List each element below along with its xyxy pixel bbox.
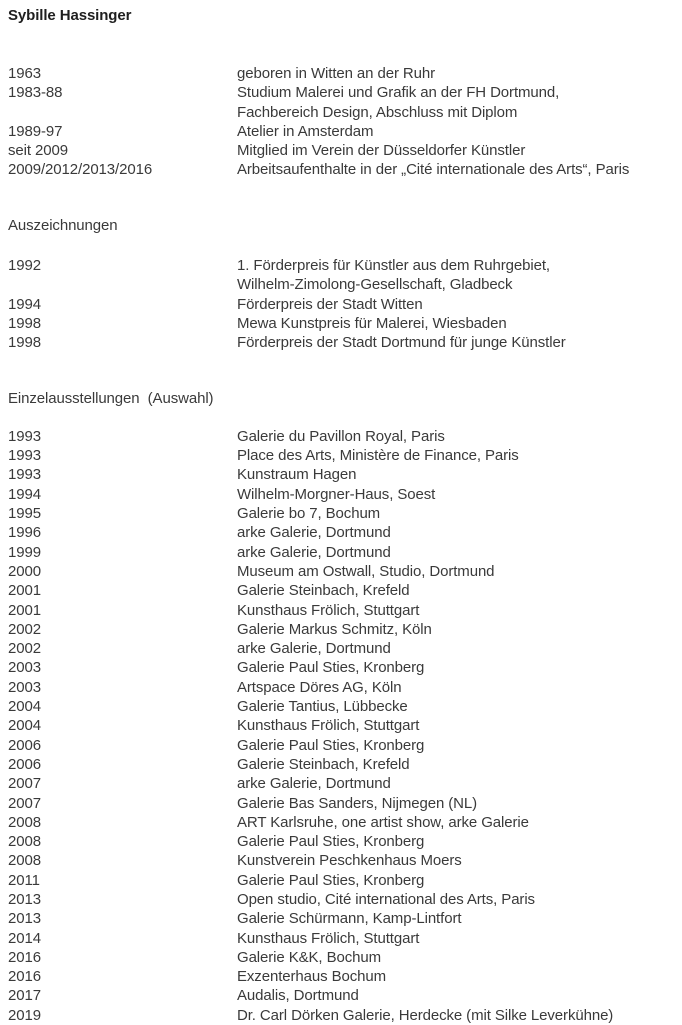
entry-text: Kunstverein Peschkenhaus Moers xyxy=(237,852,462,870)
entry-year: 2007 xyxy=(8,775,41,793)
entry-row xyxy=(8,736,674,755)
entry-year: 2000 xyxy=(8,562,41,580)
entry-text: Museum am Ostwall, Studio, Dortmund xyxy=(237,562,495,580)
entry-row xyxy=(8,620,674,639)
entry-text: Galerie bo 7, Bochum xyxy=(237,505,381,523)
entry-row xyxy=(8,581,674,600)
entry-text: ART Karlsruhe, one artist show, arke Galerie xyxy=(237,813,529,831)
entry-year: 2004 xyxy=(8,698,41,716)
entry-row xyxy=(8,948,674,967)
entry-year: 2008 xyxy=(8,833,41,851)
entry-text: Galerie Tantius, Lübbecke xyxy=(237,698,408,716)
section-title-solo-exhibitions: Einzelausstellungen (Auswahl) xyxy=(8,389,214,407)
entry-year: 1999 xyxy=(8,543,41,561)
entry-year: 1993 xyxy=(8,427,41,445)
entry-row xyxy=(8,967,674,986)
awards-list xyxy=(8,256,674,352)
entry-text: Atelier in Amsterdam xyxy=(237,122,374,140)
entry-text: Galerie K&K, Bochum xyxy=(237,948,381,966)
section-title-awards: Auszeichnungen xyxy=(8,216,118,234)
entry-text: Mewa Kunstpreis für Malerei, Wiesbaden xyxy=(237,314,507,332)
entry-row xyxy=(8,832,674,851)
entry-text: Studium Malerei und Grafik an der FH Dortmund, Fachbereich Design, Abschluss mit Diplom xyxy=(237,84,560,121)
entry-year: 2006 xyxy=(8,736,41,754)
entry-year: 2008 xyxy=(8,852,41,870)
entry-text: Galerie Paul Sties, Kronberg xyxy=(237,736,425,754)
entry-row xyxy=(8,794,674,813)
entry-year: seit 2009 xyxy=(8,142,68,160)
entry-year: 1963 xyxy=(8,65,41,82)
entry-row xyxy=(8,523,674,542)
biography-list xyxy=(8,64,674,180)
entry-text: Mitglied im Verein der Düsseldorfer Künstler xyxy=(237,142,526,160)
entry-text: Audalis, Dortmund xyxy=(237,987,359,1005)
entry-text: Kunsthaus Frölich, Stuttgart xyxy=(237,717,420,735)
entry-text: Galerie Markus Schmitz, Köln xyxy=(237,620,432,638)
entry-year: 1989-97 xyxy=(8,122,63,140)
entry-row xyxy=(8,160,674,179)
entry-row xyxy=(8,986,674,1005)
entry-row xyxy=(8,774,674,793)
entry-row xyxy=(8,562,674,581)
entry-text: Galerie Paul Sties, Kronberg xyxy=(237,871,425,889)
entry-text: Galerie du Pavillon Royal, Paris xyxy=(237,427,445,445)
entry-text: Dr. Carl Dörken Galerie, Herdecke (mit Silke Leverkühne) xyxy=(237,1006,614,1024)
entry-row xyxy=(8,697,674,716)
entry-row xyxy=(8,639,674,658)
entry-row xyxy=(8,755,674,774)
entry-year: 2009/2012/2013/2016 xyxy=(8,161,153,179)
entry-row xyxy=(8,122,674,141)
entry-text: Kunstraum Hagen xyxy=(237,466,357,484)
entry-row xyxy=(8,658,674,677)
entry-row xyxy=(8,890,674,909)
entry-text: Place des Arts, Ministère de Finance, Paris xyxy=(237,447,519,465)
solo-exhibitions-list xyxy=(8,427,674,1025)
entry-text: Galerie Schürmann, Kamp-Lintfort xyxy=(237,910,462,928)
entry-year: 2004 xyxy=(8,717,41,735)
entry-row xyxy=(8,446,674,465)
entry-year: 1992 xyxy=(8,257,41,275)
entry-row xyxy=(8,929,674,948)
entry-row xyxy=(8,141,674,160)
entry-year: 1996 xyxy=(8,524,41,542)
entry-text: Galerie Paul Sties, Kronberg xyxy=(237,833,425,851)
entry-text: Arbeitsaufenthalte in der „Cité internationale des Arts“, Paris xyxy=(237,161,630,179)
entry-row xyxy=(8,716,674,735)
entry-text: Open studio, Cité international des Arts, Paris xyxy=(237,890,535,908)
entry-row xyxy=(8,64,674,83)
entry-year: 2011 xyxy=(8,871,40,889)
entry-text: Artspace Döres AG, Köln xyxy=(237,678,402,696)
entry-text: Galerie Bas Sanders, Nijmegen (NL) xyxy=(237,794,478,812)
entry-text: Wilhelm-Morgner-Haus, Soest xyxy=(237,485,436,503)
entry-year: 2007 xyxy=(8,794,41,812)
entry-row xyxy=(8,256,674,295)
entry-row xyxy=(8,813,674,832)
entry-text: Förderpreis der Stadt Dortmund für junge Künstler xyxy=(237,334,566,352)
entry-row xyxy=(8,427,674,446)
entry-year: 2001 xyxy=(8,582,41,600)
entry-row xyxy=(8,333,674,352)
entry-row xyxy=(8,909,674,928)
entry-year: 1994 xyxy=(8,485,41,503)
entry-row xyxy=(8,678,674,697)
entry-row xyxy=(8,543,674,562)
entry-text: Kunsthaus Frölich, Stuttgart xyxy=(237,929,420,947)
entry-row xyxy=(8,83,674,122)
entry-year: 2014 xyxy=(8,929,41,947)
entry-row xyxy=(8,871,674,890)
entry-text: Galerie Steinbach, Krefeld xyxy=(237,582,410,600)
entry-text: arke Galerie, Dortmund xyxy=(237,543,391,561)
entry-row xyxy=(8,485,674,504)
page-title: Sybille Hassinger xyxy=(8,7,132,24)
entry-year: 1998 xyxy=(8,334,41,352)
entry-year: 2001 xyxy=(8,601,41,619)
entry-row xyxy=(8,295,674,314)
entry-year: 1983-88 xyxy=(8,84,63,102)
entry-year: 1993 xyxy=(8,466,41,484)
entry-row xyxy=(8,851,674,870)
entry-year: 2013 xyxy=(8,910,41,928)
entry-year: 2019 xyxy=(8,1006,41,1024)
entry-year: 2002 xyxy=(8,640,41,658)
entry-year: 2006 xyxy=(8,755,41,773)
entry-text: Exzenterhaus Bochum xyxy=(237,968,387,986)
entry-year: 2002 xyxy=(8,620,41,638)
entry-year: 2016 xyxy=(8,948,41,966)
entry-year: 1995 xyxy=(8,505,41,523)
entry-text: arke Galerie, Dortmund xyxy=(237,524,391,542)
entry-year: 2013 xyxy=(8,890,41,908)
entry-year: 2008 xyxy=(8,813,41,831)
entry-row xyxy=(8,465,674,484)
entry-text: arke Galerie, Dortmund xyxy=(237,775,391,793)
entry-year: 2003 xyxy=(8,659,41,677)
entry-row xyxy=(8,601,674,620)
entry-year: 2016 xyxy=(8,968,41,986)
entry-text: geboren in Witten an der Ruhr xyxy=(237,65,436,82)
entry-year: 1998 xyxy=(8,314,41,332)
entry-text: Galerie Paul Sties, Kronberg xyxy=(237,659,425,677)
entry-year: 2003 xyxy=(8,678,41,696)
entry-year: 2017 xyxy=(8,987,41,1005)
entry-text: Förderpreis der Stadt Witten xyxy=(237,295,423,313)
entry-year: 1994 xyxy=(8,295,41,313)
entry-row xyxy=(8,504,674,523)
entry-text: arke Galerie, Dortmund xyxy=(237,640,391,658)
entry-text: Galerie Steinbach, Krefeld xyxy=(237,755,410,773)
entry-text: 1. Förderpreis für Künstler aus dem Ruhrgebiet, Wilhelm-Zimolong-Gesellschaft, Gladbeck xyxy=(237,257,550,294)
entry-row xyxy=(8,314,674,333)
entry-text: Kunsthaus Frölich, Stuttgart xyxy=(237,601,420,619)
entry-year: 1993 xyxy=(8,447,41,465)
entry-row xyxy=(8,1006,674,1025)
